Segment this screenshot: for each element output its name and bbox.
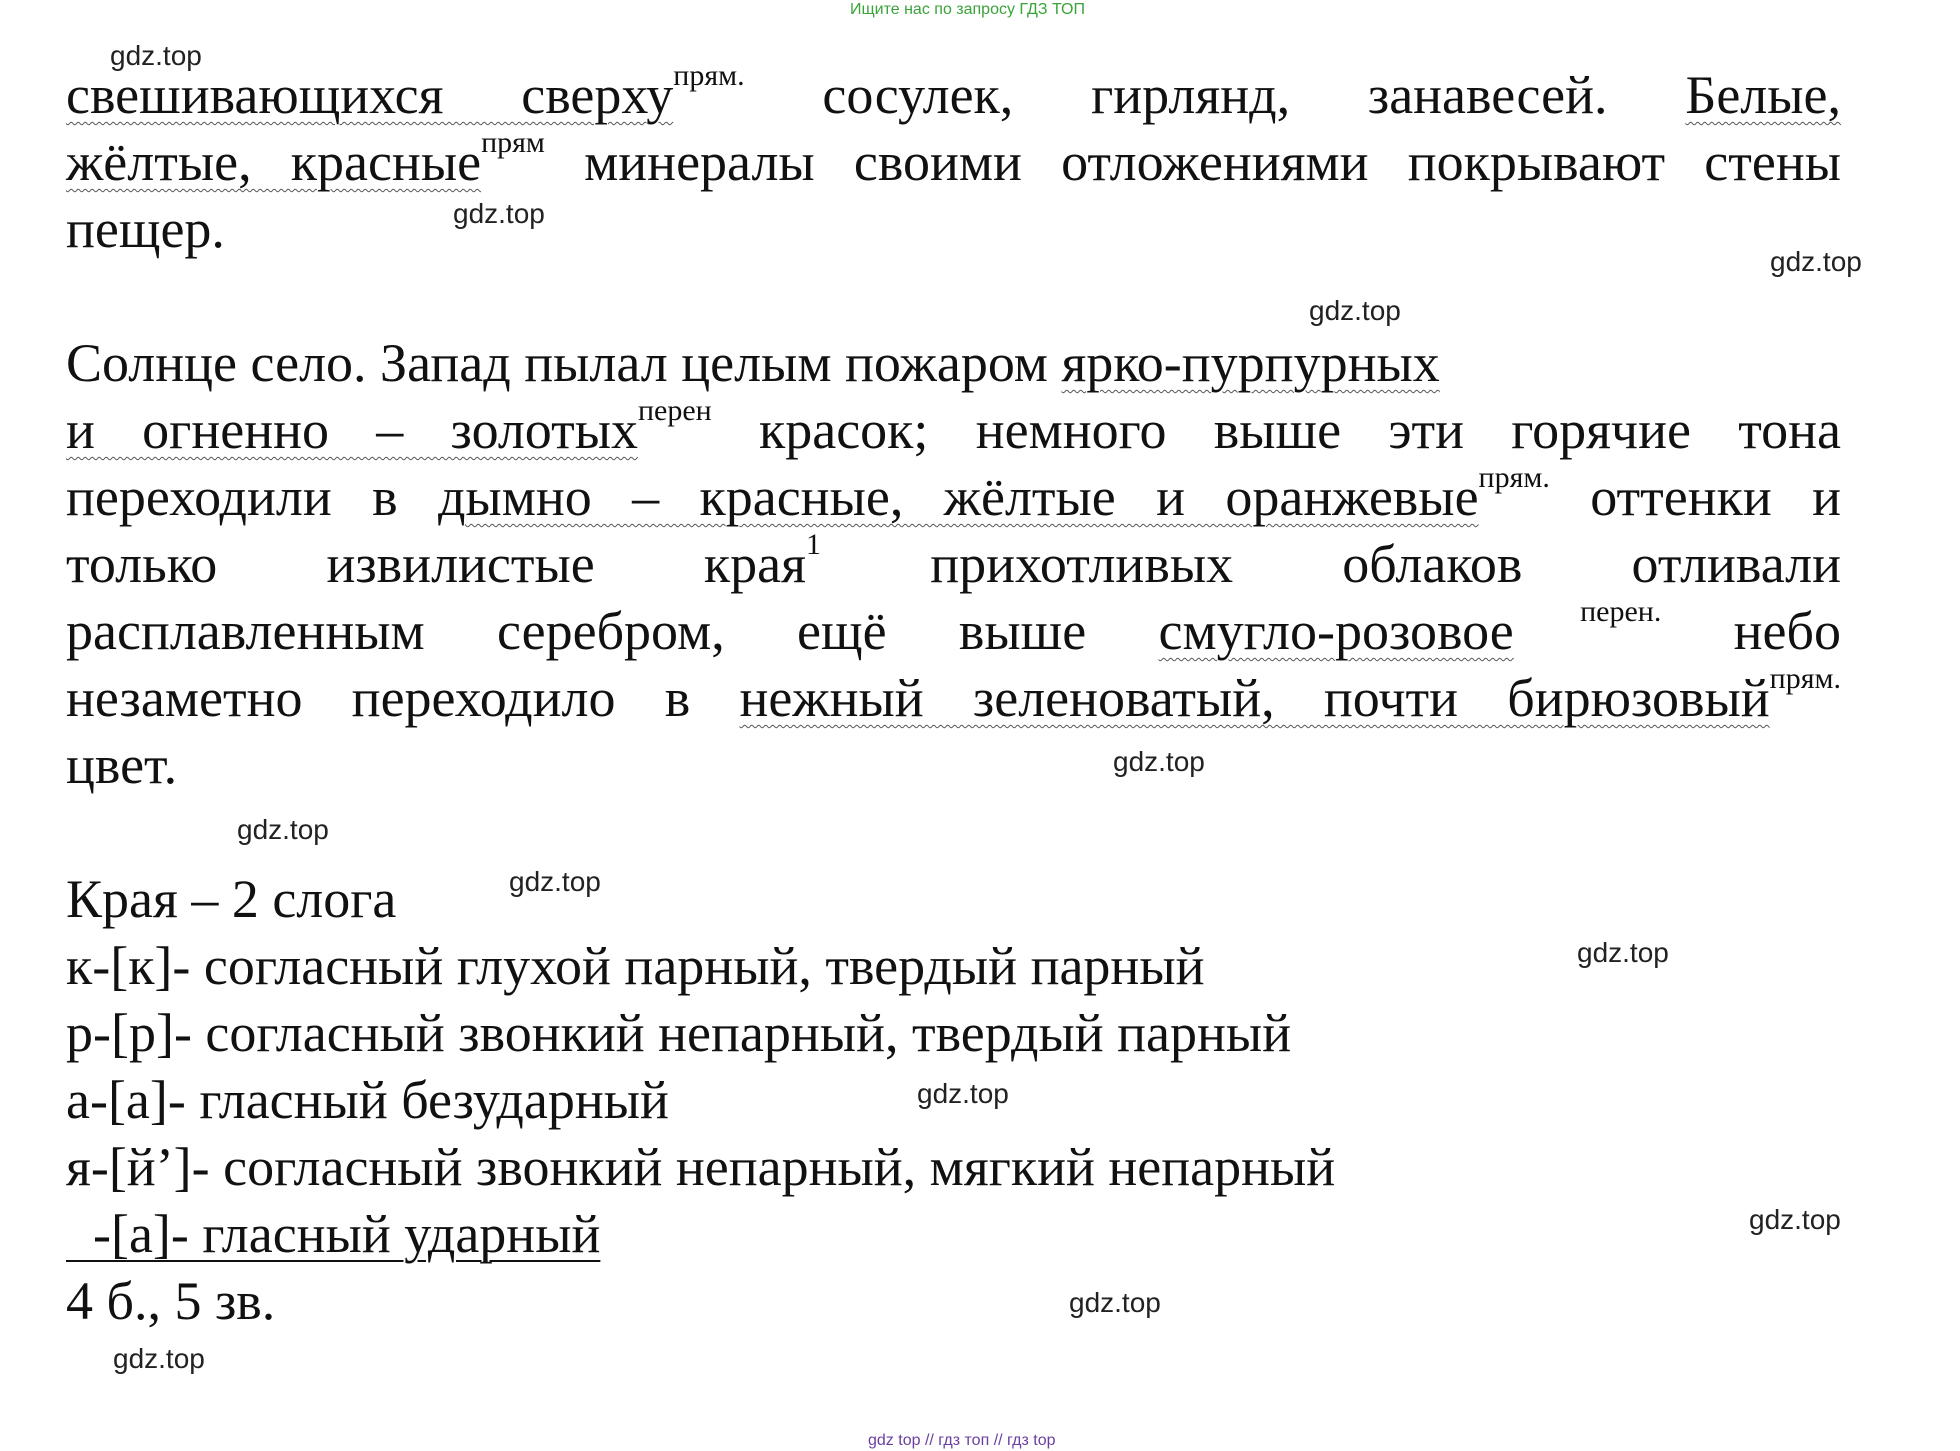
underlined-phrase: свешивающихся сверху	[66, 65, 674, 125]
underlined-phrase: смугло-розовое	[1158, 601, 1514, 661]
text-run: прихотливых облаков отливали	[820, 534, 1841, 594]
underlined-phrase: ярко-пурпурных	[1061, 333, 1440, 393]
usage-mark: прям.	[1478, 461, 1550, 494]
footer-links	[868, 1432, 1056, 1450]
underlined-phrase: и огненно – золотых	[66, 400, 638, 460]
underlined-phrase: жёлтые, красные	[66, 132, 482, 192]
watermark: gdz.top	[917, 1078, 1009, 1109]
paragraph1-line2	[66, 126, 1842, 195]
watermark: gdz.top	[509, 866, 601, 897]
watermark: gdz.top	[1069, 1287, 1161, 1318]
watermark: gdz.top	[110, 40, 202, 71]
watermark: gdz.top	[1113, 746, 1205, 777]
text-run: переходили в	[66, 467, 438, 527]
paragraph2-line1	[66, 330, 1841, 396]
usage-mark: прям.	[673, 59, 745, 92]
paragraph2-line7	[66, 732, 1841, 798]
paragraph2-line5	[66, 595, 1841, 664]
watermark: gdz.top	[237, 814, 329, 845]
paragraph2-line3	[66, 461, 1841, 530]
text-run: минералы своими отложениями покрывают стены	[544, 132, 1842, 192]
paragraph2-line2	[66, 394, 1841, 463]
underlined-line: -[а]- гласный ударный	[66, 1204, 601, 1264]
header-search-link[interactable]: Ищите нас по запросу ГДЗ ТОП	[850, 1, 1085, 18]
text-run: расплавленным серебром, ещё выше	[66, 601, 1159, 661]
watermark: gdz.top	[1770, 246, 1862, 277]
usage-mark: прям.	[1769, 662, 1841, 695]
paragraph1-line3	[66, 196, 1841, 262]
watermark: gdz.top	[453, 198, 545, 229]
text-run: пещер.	[66, 199, 225, 259]
watermark: gdz.top	[1577, 937, 1669, 968]
footer-separator: //	[993, 1432, 1003, 1449]
analysis-line: а-[а]- гласный безударный	[66, 1070, 669, 1130]
text-run: Солнце село. Запад пылал целым пожаром	[66, 333, 1062, 393]
text-run: только извилистые края	[66, 534, 806, 594]
footnote-mark: 1	[805, 528, 821, 561]
text-run: сосулек, гирлянд, занавесей.	[744, 65, 1686, 125]
analysis-title: Края – 2 слога	[66, 869, 397, 929]
text-run: оттенки и	[1549, 467, 1841, 527]
analysis-summary: 4 б., 5 зв.	[66, 1271, 276, 1331]
watermark: gdz.top	[113, 1343, 205, 1374]
analysis-line: р-[р]- согласный звонкий непарный, твердый парный	[66, 1003, 1292, 1063]
analysis-line: я-[й’]- согласный звонкий непарный, мягкий непарный	[66, 1137, 1336, 1197]
text-run: небо	[1661, 601, 1841, 661]
underlined-phrase: нежный зеленоватый, почти бирюзовый	[739, 668, 1770, 728]
underlined-phrase: дымно – красные, жёлтые и оранжевые	[437, 467, 1479, 527]
footer-link[interactable]: гдз top	[1007, 1432, 1056, 1449]
paragraph2-line6	[66, 662, 1841, 731]
text-run: цвет.	[66, 735, 178, 795]
watermark: gdz.top	[1309, 295, 1401, 326]
usage-mark: перен.	[1513, 595, 1662, 628]
watermark: gdz.top	[1749, 1204, 1841, 1235]
analysis-line: к-[к]- согласный глухой парный, твердый парный	[66, 936, 1205, 996]
analysis-line-stressed	[66, 1201, 1841, 1267]
underlined-phrase: Белые,	[1685, 65, 1841, 125]
paragraph2-line4	[66, 528, 1841, 597]
usage-mark: прям	[481, 126, 545, 159]
text-run: незаметно переходило в	[66, 668, 740, 728]
footer-link[interactable]: гдз топ	[938, 1432, 990, 1449]
usage-mark: перен	[637, 394, 712, 427]
text-run: красок; немного выше эти горячие тона	[711, 400, 1841, 460]
paragraph1-line1	[66, 59, 1841, 128]
footer-separator: //	[924, 1432, 934, 1449]
footer-link[interactable]: gdz top	[868, 1432, 921, 1449]
